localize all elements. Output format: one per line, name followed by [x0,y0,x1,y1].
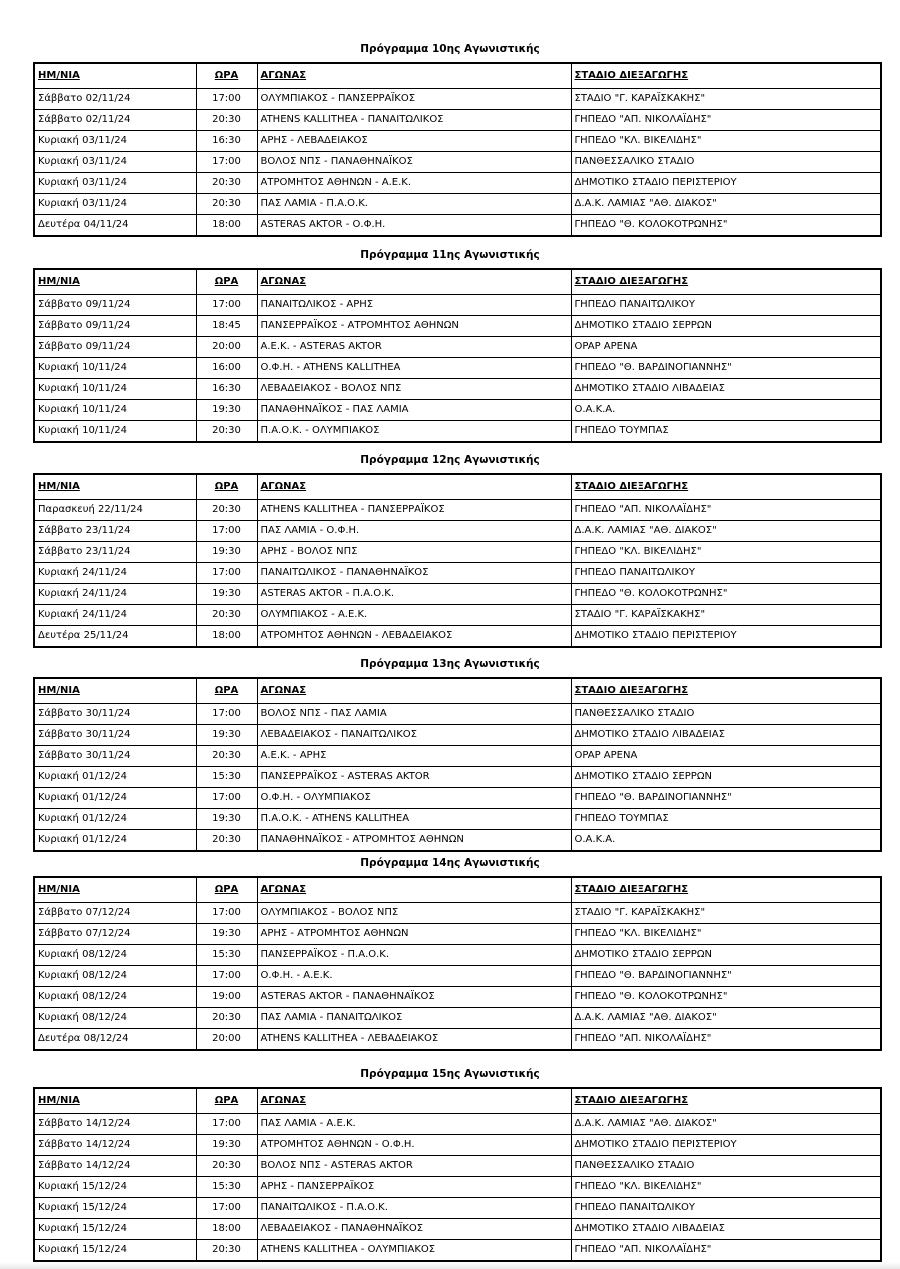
header-match: ΑΓΩΝΑΣ [257,1088,571,1114]
match-teams: ΒΟΛΟΣ ΝΠΣ - ASTERAS AKTOR [257,1156,571,1177]
match-teams: ASTERAS AKTOR - Ο.Φ.Η. [257,215,571,237]
header-date: ΗΜ/ΝΙΑ [34,1088,196,1114]
header-venue: ΣΤΑΔΙΟ ΔΙΕΞΑΓΩΓΗΣ [571,678,881,704]
match-date: Κυριακή 15/12/24 [34,1240,196,1262]
match-teams: ΑΡΗΣ - ΑΤΡΟΜΗΤΟΣ ΑΘΗΝΩΝ [257,924,571,945]
match-teams: ΠΑΣ ΛΑΜΙΑ - Π.Α.Ο.Κ. [257,194,571,215]
match-venue: Ο.Α.Κ.Α. [571,400,881,421]
match-venue: ΔΗΜΟΤΙΚΟ ΣΤΑΔΙΟ ΠΕΡΙΣΤΕΡΙΟΥ [571,173,881,194]
header-date: ΗΜ/ΝΙΑ [34,678,196,704]
header-venue: ΣΤΑΔΙΟ ΔΙΕΞΑΓΩΓΗΣ [571,877,881,903]
header-row [34,678,881,704]
match-teams: ΠΑΝΑΘΗΝΑΪΚΟΣ - ΠΑΣ ΛΑΜΙΑ [257,400,571,421]
match-row [34,725,881,746]
match-row [34,987,881,1008]
match-time: 17:00 [196,563,257,584]
match-time: 20:30 [196,421,257,443]
match-time: 20:30 [196,1156,257,1177]
match-venue: Ο.Α.Κ.Α. [571,830,881,852]
header-time: ΩΡΑ [196,63,257,89]
round-14 [0,854,900,1044]
match-teams: ΑΡΗΣ - ΠΑΝΣΕΡΡΑΪΚΟΣ [257,1177,571,1198]
match-time: 17:00 [196,788,257,809]
match-date: Σάββατο 14/12/24 [34,1156,196,1177]
header-match: ΑΓΩΝΑΣ [257,474,571,500]
match-row [34,1198,881,1219]
match-row [34,295,881,316]
match-date: Σάββατο 02/11/24 [34,110,196,131]
match-teams: ΒΟΛΟΣ ΝΠΣ - ΠΑΣ ΛΑΜΙΑ [257,704,571,725]
match-time: 16:30 [196,379,257,400]
match-venue: ΓΗΠΕΔΟ ΤΟΥΜΠΑΣ [571,421,881,443]
match-venue: ΔΗΜΟΤΙΚΟ ΣΤΑΔΙΟ ΛΙΒΑΔΕΙΑΣ [571,1219,881,1240]
match-time: 18:00 [196,215,257,237]
match-teams: ΑΤΡΟΜΗΤΟΣ ΑΘΗΝΩΝ - Ο.Φ.Η. [257,1135,571,1156]
match-date: Κυριακή 24/11/24 [34,563,196,584]
header-date: ΗΜ/ΝΙΑ [34,63,196,89]
match-venue: ΓΗΠΕΔΟ "ΚΛ. ΒΙΚΕΛΙΔΗΣ" [571,924,881,945]
match-time: 20:00 [196,337,257,358]
round-13 [0,655,900,845]
schedule-table [33,677,882,852]
match-date: Κυριακή 01/12/24 [34,809,196,830]
match-time: 20:30 [196,605,257,626]
match-venue: ΔΗΜΟΤΙΚΟ ΣΤΑΔΙΟ ΛΙΒΑΔΕΙΑΣ [571,725,881,746]
match-date: Κυριακή 03/11/24 [34,152,196,173]
match-time: 18:00 [196,1219,257,1240]
match-time: 16:00 [196,358,257,379]
match-teams: ΠΑΣ ΛΑΜΙΑ - ΠΑΝΑΙΤΩΛΙΚΟΣ [257,1008,571,1029]
match-teams: ATHENS KALLITHEA - ΠΑΝΑΙΤΩΛΙΚΟΣ [257,110,571,131]
header-row [34,474,881,500]
match-time: 15:30 [196,945,257,966]
match-row [34,830,881,852]
match-venue: ΠΑΝΘΕΣΣΑΛΙΚΟ ΣΤΑΔΙΟ [571,1156,881,1177]
match-teams: ΠΑΝΑΘΗΝΑΪΚΟΣ - ΑΤΡΟΜΗΤΟΣ ΑΘΗΝΩΝ [257,830,571,852]
match-row [34,584,881,605]
header-time: ΩΡΑ [196,877,257,903]
match-venue: OPAP ΑΡΕΝΑ [571,746,881,767]
match-venue: ΓΗΠΕΔΟ "ΚΛ. ΒΙΚΕΛΙΔΗΣ" [571,131,881,152]
match-teams: Π.Α.Ο.Κ. - ATHENS KALLITHEA [257,809,571,830]
match-venue: ΓΗΠΕΔΟ "ΑΠ. ΝΙΚΟΛΑΪΔΗΣ" [571,1240,881,1262]
round-title: Πρόγραμμα 13ης Αγωνιστικής [360,658,540,670]
match-teams: ΛΕΒΑΔΕΙΑΚΟΣ - ΠΑΝΑΘΗΝΑΪΚΟΣ [257,1219,571,1240]
match-venue: ΓΗΠΕΔΟ "Θ. ΒΑΡΔΙΝΟΓΙΑΝΝΗΣ" [571,788,881,809]
schedule-table [33,62,882,237]
match-row [34,563,881,584]
match-row [34,89,881,110]
schedule-table [33,876,882,1051]
match-teams: ASTERAS AKTOR - ΠΑΝΑΘΗΝΑΪΚΟΣ [257,987,571,1008]
match-time: 19:30 [196,924,257,945]
match-teams: ATHENS KALLITHEA - ΠΑΝΣΕΡΡΑΪΚΟΣ [257,500,571,521]
header-row [34,269,881,295]
match-teams: ΠΑΣ ΛΑΜΙΑ - Ο.Φ.Η. [257,521,571,542]
match-date: Κυριακή 10/11/24 [34,379,196,400]
match-venue: ΓΗΠΕΔΟ ΤΟΥΜΠΑΣ [571,809,881,830]
match-teams: ΠΑΝΣΕΡΡΑΪΚΟΣ - ΑΤΡΟΜΗΤΟΣ ΑΘΗΝΩΝ [257,316,571,337]
header-venue: ΣΤΑΔΙΟ ΔΙΕΞΑΓΩΓΗΣ [571,1088,881,1114]
header-match: ΑΓΩΝΑΣ [257,877,571,903]
match-row [34,966,881,987]
header-date: ΗΜ/ΝΙΑ [34,474,196,500]
match-date: Κυριακή 10/11/24 [34,358,196,379]
match-venue: ΠΑΝΘΕΣΣΑΛΙΚΟ ΣΤΑΔΙΟ [571,704,881,725]
round-title: Πρόγραμμα 11ης Αγωνιστικής [360,249,540,261]
match-date: Σάββατο 02/11/24 [34,89,196,110]
header-row [34,877,881,903]
header-venue: ΣΤΑΔΙΟ ΔΙΕΞΑΓΩΓΗΣ [571,269,881,295]
match-venue: ΔΗΜΟΤΙΚΟ ΣΤΑΔΙΟ ΣΕΡΡΩΝ [571,316,881,337]
round-title: Πρόγραμμα 10ης Αγωνιστικής [360,43,540,55]
match-row [34,421,881,443]
header-date: ΗΜ/ΝΙΑ [34,877,196,903]
match-row [34,110,881,131]
match-teams: Ο.Φ.Η. - ΟΛΥΜΠΙΑΚΟΣ [257,788,571,809]
match-row [34,379,881,400]
match-teams: ΑΡΗΣ - ΛΕΒΑΔΕΙΑΚΟΣ [257,131,571,152]
match-date: Σάββατο 14/12/24 [34,1114,196,1135]
match-venue: ΓΗΠΕΔΟ "Θ. ΒΑΡΔΙΝΟΓΙΑΝΝΗΣ" [571,966,881,987]
header-time: ΩΡΑ [196,474,257,500]
match-time: 19:30 [196,809,257,830]
schedule-table [33,1087,882,1262]
match-teams: ΠΑΝΑΙΤΩΛΙΚΟΣ - ΑΡΗΣ [257,295,571,316]
match-date: Κυριακή 10/11/24 [34,421,196,443]
match-time: 19:30 [196,400,257,421]
header-date: ΗΜ/ΝΙΑ [34,269,196,295]
match-row [34,767,881,788]
match-teams: ΠΑΝΑΙΤΩΛΙΚΟΣ - Π.Α.Ο.Κ. [257,1198,571,1219]
match-time: 20:00 [196,1029,257,1051]
match-row [34,903,881,924]
match-row [34,1177,881,1198]
match-venue: ΓΗΠΕΔΟ "ΑΠ. ΝΙΚΟΛΑΪΔΗΣ" [571,1029,881,1051]
match-time: 20:30 [196,173,257,194]
match-row [34,358,881,379]
match-time: 17:00 [196,903,257,924]
match-time: 20:30 [196,500,257,521]
match-venue: Δ.Α.Κ. ΛΑΜΙΑΣ "ΑΘ. ΔΙΑΚΟΣ" [571,521,881,542]
match-row [34,337,881,358]
match-date: Σάββατο 07/12/24 [34,903,196,924]
header-match: ΑΓΩΝΑΣ [257,269,571,295]
match-row [34,1008,881,1029]
match-teams: ΟΛΥΜΠΙΑΚΟΣ - ΒΟΛΟΣ ΝΠΣ [257,903,571,924]
match-venue: ΣΤΑΔΙΟ "Γ. ΚΑΡΑΪΣΚΑΚΗΣ" [571,605,881,626]
header-row [34,63,881,89]
match-date: Σάββατο 09/11/24 [34,316,196,337]
header-match: ΑΓΩΝΑΣ [257,63,571,89]
match-teams: ΠΑΝΣΕΡΡΑΪΚΟΣ - Π.Α.Ο.Κ. [257,945,571,966]
match-venue: OPAP ΑΡΕΝΑ [571,337,881,358]
match-time: 20:30 [196,830,257,852]
round-12 [0,451,900,641]
match-row [34,1029,881,1051]
match-time: 20:30 [196,110,257,131]
match-teams: ΠΑΝΣΕΡΡΑΪΚΟΣ - ASTERAS AKTOR [257,767,571,788]
match-date: Κυριακή 01/12/24 [34,830,196,852]
match-time: 20:30 [196,194,257,215]
match-date: Κυριακή 08/12/24 [34,945,196,966]
match-row [34,605,881,626]
match-row [34,626,881,648]
match-teams: ΟΛΥΜΠΙΑΚΟΣ - Α.Ε.Κ. [257,605,571,626]
match-time: 17:00 [196,89,257,110]
match-date: Κυριακή 08/12/24 [34,1008,196,1029]
match-row [34,1156,881,1177]
match-venue: ΔΗΜΟΤΙΚΟ ΣΤΑΔΙΟ ΣΕΡΡΩΝ [571,945,881,966]
match-date: Σάββατο 23/11/24 [34,542,196,563]
match-row [34,542,881,563]
match-teams: Α.Ε.Κ. - ΑΡΗΣ [257,746,571,767]
match-date: Σάββατο 30/11/24 [34,725,196,746]
match-date: Δευτέρα 04/11/24 [34,215,196,237]
match-date: Κυριακή 01/12/24 [34,767,196,788]
match-time: 17:00 [196,295,257,316]
match-teams: Π.Α.Ο.Κ. - ΟΛΥΜΠΙΑΚΟΣ [257,421,571,443]
match-row [34,945,881,966]
match-venue: ΓΗΠΕΔΟ "ΑΠ. ΝΙΚΟΛΑΪΔΗΣ" [571,500,881,521]
match-row [34,400,881,421]
header-time: ΩΡΑ [196,269,257,295]
match-date: Κυριακή 03/11/24 [34,131,196,152]
match-time: 20:30 [196,1240,257,1262]
round-title: Πρόγραμμα 12ης Αγωνιστικής [360,454,540,466]
match-date: Σάββατο 30/11/24 [34,746,196,767]
match-venue: ΓΗΠΕΔΟ ΠΑΝΑΙΤΩΛΙΚΟΥ [571,1198,881,1219]
match-date: Κυριακή 15/12/24 [34,1177,196,1198]
match-teams: ASTERAS AKTOR - Π.Α.Ο.Κ. [257,584,571,605]
match-date: Κυριακή 01/12/24 [34,788,196,809]
match-venue: ΠΑΝΘΕΣΣΑΛΙΚΟ ΣΤΑΔΙΟ [571,152,881,173]
match-date: Δευτέρα 08/12/24 [34,1029,196,1051]
header-time: ΩΡΑ [196,678,257,704]
header-venue: ΣΤΑΔΙΟ ΔΙΕΞΑΓΩΓΗΣ [571,474,881,500]
match-teams: ΑΡΗΣ - ΒΟΛΟΣ ΝΠΣ [257,542,571,563]
match-time: 19:30 [196,1135,257,1156]
match-row [34,924,881,945]
header-row [34,1088,881,1114]
match-date: Κυριακή 24/11/24 [34,584,196,605]
match-time: 20:30 [196,746,257,767]
match-venue: ΓΗΠΕΔΟ "Θ. ΚΟΛΟΚΟΤΡΩΝΗΣ" [571,987,881,1008]
match-row [34,152,881,173]
match-teams: ATHENS KALLITHEA - ΟΛΥΜΠΙΑΚΟΣ [257,1240,571,1262]
round-11 [0,246,900,436]
match-venue: ΓΗΠΕΔΟ "Θ. ΚΟΛΟΚΟΤΡΩΝΗΣ" [571,215,881,237]
match-teams: ΠΑΣ ΛΑΜΙΑ - Α.Ε.Κ. [257,1114,571,1135]
match-time: 18:45 [196,316,257,337]
match-date: Σάββατο 23/11/24 [34,521,196,542]
match-time: 17:00 [196,704,257,725]
match-venue: Δ.Α.Κ. ΛΑΜΙΑΣ "ΑΘ. ΔΙΑΚΟΣ" [571,194,881,215]
match-date: Σάββατο 09/11/24 [34,295,196,316]
match-venue: ΓΗΠΕΔΟ "Θ. ΒΑΡΔΙΝΟΓΙΑΝΝΗΣ" [571,358,881,379]
round-title: Πρόγραμμα 15ης Αγωνιστικής [360,1068,540,1080]
match-row [34,1240,881,1262]
match-teams: ΟΛΥΜΠΙΑΚΟΣ - ΠΑΝΣΕΡΡΑΪΚΟΣ [257,89,571,110]
page-bottom-edge [0,1262,900,1269]
match-date: Σάββατο 14/12/24 [34,1135,196,1156]
match-row [34,746,881,767]
match-date: Σάββατο 07/12/24 [34,924,196,945]
match-time: 17:00 [196,1114,257,1135]
match-time: 17:00 [196,521,257,542]
match-date: Σάββατο 30/11/24 [34,704,196,725]
match-teams: ΛΕΒΑΔΕΙΑΚΟΣ - ΒΟΛΟΣ ΝΠΣ [257,379,571,400]
match-row [34,1114,881,1135]
match-row [34,704,881,725]
match-time: 19:30 [196,725,257,746]
match-time: 19:00 [196,987,257,1008]
schedule-table [33,268,882,443]
match-date: Κυριακή 15/12/24 [34,1198,196,1219]
match-teams: Α.Ε.Κ. - ASTERAS AKTOR [257,337,571,358]
round-15 [0,1065,900,1255]
match-row [34,809,881,830]
match-venue: Δ.Α.Κ. ΛΑΜΙΑΣ "ΑΘ. ΔΙΑΚΟΣ" [571,1114,881,1135]
match-time: 19:30 [196,542,257,563]
match-venue: ΓΗΠΕΔΟ "Θ. ΚΟΛΟΚΟΤΡΩΝΗΣ" [571,584,881,605]
match-time: 15:30 [196,1177,257,1198]
match-date: Κυριακή 08/12/24 [34,987,196,1008]
match-row [34,215,881,237]
match-time: 16:30 [196,131,257,152]
match-date: Δευτέρα 25/11/24 [34,626,196,648]
match-date: Σάββατο 09/11/24 [34,337,196,358]
match-venue: ΓΗΠΕΔΟ ΠΑΝΑΙΤΩΛΙΚΟΥ [571,563,881,584]
match-date: Παρασκευή 22/11/24 [34,500,196,521]
match-teams: ΑΤΡΟΜΗΤΟΣ ΑΘΗΝΩΝ - Α.Ε.Κ. [257,173,571,194]
match-time: 20:30 [196,1008,257,1029]
match-time: 17:00 [196,1198,257,1219]
round-10 [0,40,900,230]
match-row [34,1135,881,1156]
match-date: Κυριακή 15/12/24 [34,1219,196,1240]
schedule-table [33,473,882,648]
match-teams: ATHENS KALLITHEA - ΛΕΒΑΔΕΙΑΚΟΣ [257,1029,571,1051]
match-date: Κυριακή 03/11/24 [34,173,196,194]
match-teams: ΛΕΒΑΔΕΙΑΚΟΣ - ΠΑΝΑΙΤΩΛΙΚΟΣ [257,725,571,746]
match-row [34,194,881,215]
match-venue: ΔΗΜΟΤΙΚΟ ΣΤΑΔΙΟ ΠΕΡΙΣΤΕΡΙΟΥ [571,1135,881,1156]
match-venue: ΔΗΜΟΤΙΚΟ ΣΤΑΔΙΟ ΣΕΡΡΩΝ [571,767,881,788]
match-time: 17:00 [196,966,257,987]
match-venue: ΣΤΑΔΙΟ "Γ. ΚΑΡΑΪΣΚΑΚΗΣ" [571,903,881,924]
match-row [34,1219,881,1240]
match-row [34,788,881,809]
match-date: Κυριακή 10/11/24 [34,400,196,421]
match-teams: Ο.Φ.Η. - ATHENS KALLITHEA [257,358,571,379]
match-date: Κυριακή 24/11/24 [34,605,196,626]
match-teams: ΑΤΡΟΜΗΤΟΣ ΑΘΗΝΩΝ - ΛΕΒΑΔΕΙΑΚΟΣ [257,626,571,648]
match-teams: Ο.Φ.Η. - Α.Ε.Κ. [257,966,571,987]
header-time: ΩΡΑ [196,1088,257,1114]
match-row [34,173,881,194]
match-teams: ΠΑΝΑΙΤΩΛΙΚΟΣ - ΠΑΝΑΘΗΝΑΪΚΟΣ [257,563,571,584]
match-date: Κυριακή 03/11/24 [34,194,196,215]
match-date: Κυριακή 08/12/24 [34,966,196,987]
match-time: 18:00 [196,626,257,648]
match-venue: ΓΗΠΕΔΟ "ΑΠ. ΝΙΚΟΛΑΪΔΗΣ" [571,110,881,131]
match-row [34,521,881,542]
header-match: ΑΓΩΝΑΣ [257,678,571,704]
match-row [34,316,881,337]
match-venue: ΔΗΜΟΤΙΚΟ ΣΤΑΔΙΟ ΠΕΡΙΣΤΕΡΙΟΥ [571,626,881,648]
match-row [34,131,881,152]
match-venue: ΓΗΠΕΔΟ "ΚΛ. ΒΙΚΕΛΙΔΗΣ" [571,542,881,563]
match-time: 17:00 [196,152,257,173]
match-venue: ΓΗΠΕΔΟ ΠΑΝΑΙΤΩΛΙΚΟΥ [571,295,881,316]
match-time: 19:30 [196,584,257,605]
match-venue: ΔΗΜΟΤΙΚΟ ΣΤΑΔΙΟ ΛΙΒΑΔΕΙΑΣ [571,379,881,400]
match-row [34,500,881,521]
match-venue: ΣΤΑΔΙΟ "Γ. ΚΑΡΑΪΣΚΑΚΗΣ" [571,89,881,110]
match-venue: Δ.Α.Κ. ΛΑΜΙΑΣ "ΑΘ. ΔΙΑΚΟΣ" [571,1008,881,1029]
header-venue: ΣΤΑΔΙΟ ΔΙΕΞΑΓΩΓΗΣ [571,63,881,89]
match-teams: ΒΟΛΟΣ ΝΠΣ - ΠΑΝΑΘΗΝΑΪΚΟΣ [257,152,571,173]
match-time: 15:30 [196,767,257,788]
match-venue: ΓΗΠΕΔΟ "ΚΛ. ΒΙΚΕΛΙΔΗΣ" [571,1177,881,1198]
round-title: Πρόγραμμα 14ης Αγωνιστικής [360,857,540,869]
